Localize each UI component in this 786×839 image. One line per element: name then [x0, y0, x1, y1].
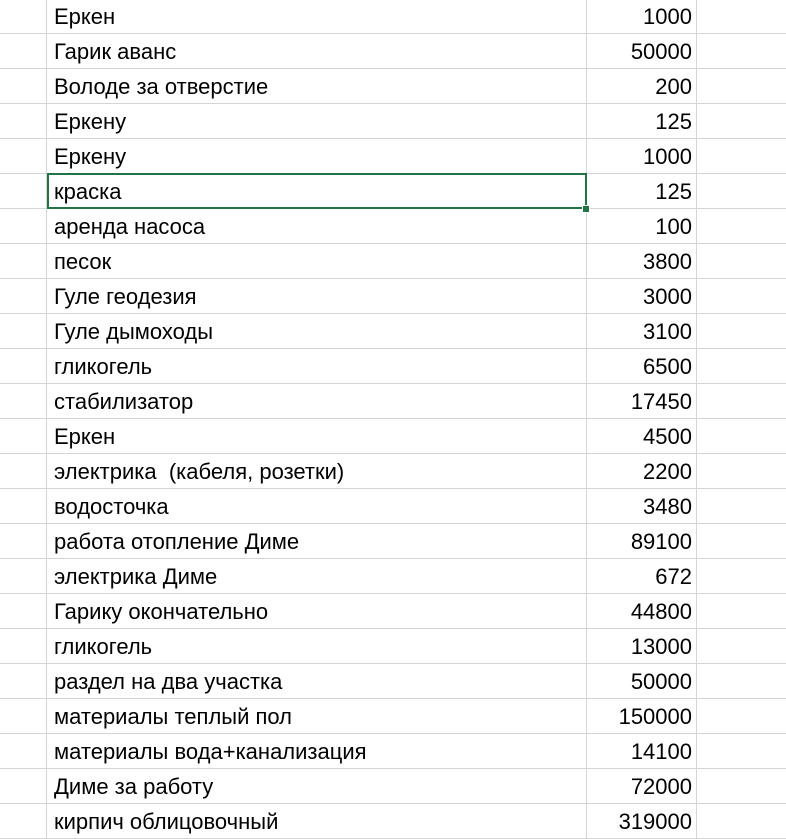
- cell-empty-right[interactable]: [697, 559, 786, 594]
- cell-empty-left[interactable]: [0, 594, 47, 629]
- cell-empty-left[interactable]: [0, 279, 47, 314]
- cell-amount[interactable]: 3480: [587, 489, 697, 524]
- cell-empty-left[interactable]: [0, 524, 47, 559]
- cell-description[interactable]: Еркен: [47, 419, 587, 454]
- table-row: [0, 524, 786, 559]
- cell-description[interactable]: раздел на два участка: [47, 664, 587, 699]
- cell-amount[interactable]: 319000: [587, 804, 697, 839]
- cell-description[interactable]: кирпич облицовочный: [47, 804, 587, 839]
- cell-empty-right[interactable]: [697, 0, 786, 34]
- cell-empty-left[interactable]: [0, 209, 47, 244]
- cell-empty-right[interactable]: [697, 804, 786, 839]
- cell-empty-left[interactable]: [0, 734, 47, 769]
- cell-amount[interactable]: 1000: [587, 139, 697, 174]
- table-row: [0, 769, 786, 804]
- cell-amount[interactable]: 100: [587, 209, 697, 244]
- table-row: [0, 559, 786, 594]
- cell-empty-right[interactable]: [697, 349, 786, 384]
- cell-amount[interactable]: 3000: [587, 279, 697, 314]
- table-row: [0, 209, 786, 244]
- cell-amount[interactable]: 13000: [587, 629, 697, 664]
- cell-description[interactable]: стабилизатор: [47, 384, 587, 419]
- cell-empty-right[interactable]: [697, 69, 786, 104]
- cell-description[interactable]: Володе за отверстие: [47, 69, 587, 104]
- cell-empty-left[interactable]: [0, 804, 47, 839]
- cell-empty-right[interactable]: [697, 769, 786, 804]
- cell-empty-right[interactable]: [697, 209, 786, 244]
- table-row: [0, 804, 786, 839]
- cell-empty-left[interactable]: [0, 699, 47, 734]
- cell-empty-right[interactable]: [697, 699, 786, 734]
- cell-description[interactable]: Диме за работу: [47, 769, 587, 804]
- cell-amount[interactable]: 17450: [587, 384, 697, 419]
- cell-empty-right[interactable]: [697, 279, 786, 314]
- cell-amount[interactable]: 89100: [587, 524, 697, 559]
- cell-empty-right[interactable]: [697, 34, 786, 69]
- cell-empty-right[interactable]: [697, 384, 786, 419]
- cell-empty-right[interactable]: [697, 489, 786, 524]
- cell-empty-left[interactable]: [0, 314, 47, 349]
- cell-empty-left[interactable]: [0, 174, 47, 209]
- cell-amount[interactable]: 44800: [587, 594, 697, 629]
- table-row-selected: [0, 174, 786, 209]
- table-row: [0, 69, 786, 104]
- cell-empty-right[interactable]: [697, 524, 786, 559]
- cell-empty-right[interactable]: [697, 664, 786, 699]
- cell-description[interactable]: Еркену: [47, 104, 587, 139]
- table-row: [0, 34, 786, 69]
- cell-description[interactable]: Еркен: [47, 0, 587, 34]
- cell-description[interactable]: работа отопление Диме: [47, 524, 587, 559]
- cell-empty-left[interactable]: [0, 769, 47, 804]
- cell-amount[interactable]: 1000: [587, 0, 697, 34]
- cell-description[interactable]: песок: [47, 244, 587, 279]
- cell-empty-right[interactable]: [697, 419, 786, 454]
- cell-description-active[interactable]: краска: [47, 174, 587, 209]
- table-row: [0, 139, 786, 174]
- cell-amount[interactable]: 6500: [587, 349, 697, 384]
- cell-description[interactable]: гликогель: [47, 629, 587, 664]
- table-row: [0, 384, 786, 419]
- cell-amount[interactable]: 50000: [587, 34, 697, 69]
- table-row: [0, 104, 786, 139]
- table-row: [0, 594, 786, 629]
- cell-amount[interactable]: 200: [587, 69, 697, 104]
- cell-description[interactable]: материалы теплый пол: [47, 699, 587, 734]
- cell-amount[interactable]: 14100: [587, 734, 697, 769]
- cell-description[interactable]: электрика Диме: [47, 559, 587, 594]
- cell-empty-left[interactable]: [0, 489, 47, 524]
- table-row: [0, 349, 786, 384]
- cell-empty-right[interactable]: [697, 314, 786, 349]
- cell-description[interactable]: Гуле геодезия: [47, 279, 587, 314]
- cell-description[interactable]: Гуле дымоходы: [47, 314, 587, 349]
- cell-amount[interactable]: 50000: [587, 664, 697, 699]
- table-row: [0, 489, 786, 524]
- cell-empty-right[interactable]: [697, 244, 786, 279]
- table-row: [0, 244, 786, 279]
- cell-empty-right[interactable]: [697, 734, 786, 769]
- table-row: [0, 629, 786, 664]
- cell-empty-left[interactable]: [0, 0, 47, 34]
- fill-handle[interactable]: [582, 205, 590, 213]
- table-row: [0, 0, 786, 34]
- cell-description[interactable]: Гарику окончательно: [47, 594, 587, 629]
- cell-description[interactable]: материалы вода+канализация: [47, 734, 587, 769]
- cell-amount[interactable]: 150000: [587, 699, 697, 734]
- cell-empty-right[interactable]: [697, 174, 786, 209]
- cell-empty-left[interactable]: [0, 559, 47, 594]
- cell-empty-left[interactable]: [0, 69, 47, 104]
- table-row: [0, 454, 786, 489]
- table-row: [0, 279, 786, 314]
- cell-amount[interactable]: 72000: [587, 769, 697, 804]
- cell-empty-right[interactable]: [697, 139, 786, 174]
- cell-description[interactable]: аренда насоса: [47, 209, 587, 244]
- cell-amount[interactable]: 3100: [587, 314, 697, 349]
- cell-description[interactable]: электрика (кабеля, розетки): [47, 454, 587, 489]
- cell-empty-left[interactable]: [0, 349, 47, 384]
- cell-empty-left[interactable]: [0, 139, 47, 174]
- cell-amount[interactable]: 125: [587, 104, 697, 139]
- table-row: [0, 314, 786, 349]
- cell-empty-right[interactable]: [697, 629, 786, 664]
- cell-amount[interactable]: 2200: [587, 454, 697, 489]
- cell-empty-right[interactable]: [697, 104, 786, 139]
- cell-empty-left[interactable]: [0, 384, 47, 419]
- cell-empty-right[interactable]: [697, 594, 786, 629]
- cell-empty-left[interactable]: [0, 454, 47, 489]
- cell-empty-left[interactable]: [0, 104, 47, 139]
- cell-empty-right[interactable]: [697, 454, 786, 489]
- cell-description[interactable]: Еркену: [47, 139, 587, 174]
- cell-empty-left[interactable]: [0, 629, 47, 664]
- cell-description[interactable]: водосточка: [47, 489, 587, 524]
- cell-empty-left[interactable]: [0, 419, 47, 454]
- cell-amount[interactable]: 3800: [587, 244, 697, 279]
- cell-amount[interactable]: 125: [587, 174, 697, 209]
- table-row: [0, 664, 786, 699]
- cell-empty-left[interactable]: [0, 664, 47, 699]
- table-row: [0, 699, 786, 734]
- cell-description[interactable]: Гарик аванс: [47, 34, 587, 69]
- cell-description[interactable]: гликогель: [47, 349, 587, 384]
- cell-amount[interactable]: 4500: [587, 419, 697, 454]
- table-row: [0, 734, 786, 769]
- cell-amount[interactable]: 672: [587, 559, 697, 594]
- cell-empty-left[interactable]: [0, 244, 47, 279]
- table-row: [0, 419, 786, 454]
- cell-empty-left[interactable]: [0, 34, 47, 69]
